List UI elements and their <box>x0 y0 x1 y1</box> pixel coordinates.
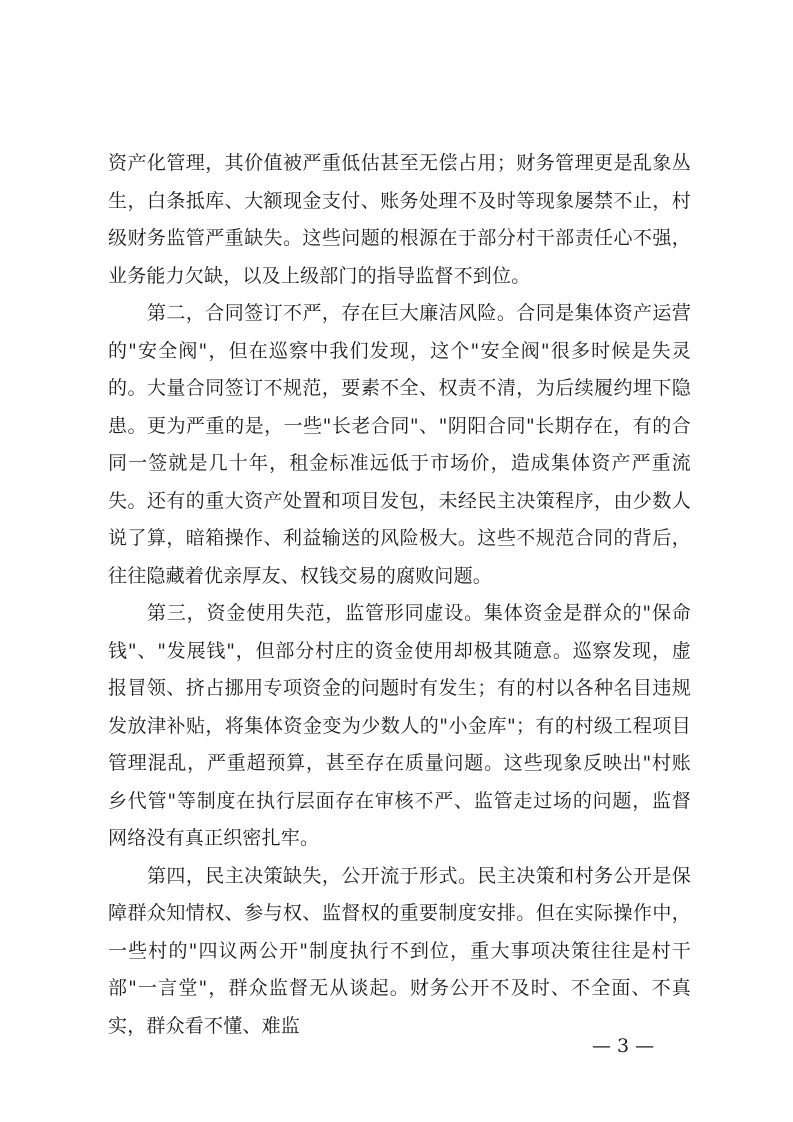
paragraph-democratic-decision: 第四，民主决策缺失，公开流于形式。民主决策和村务公开是保障群众知情权、参与权、监督权的重要制度安排。但在实际操作中，一些村的"四议两公开"制度执行不到位，重大事项决策往往是村干部"一言堂"，群众监督无从谈起。财务公开不及时、不全面、不真实，群众看不懂、难监 <box>108 864 691 1037</box>
paragraph-contract-risk: 第二，合同签订不严，存在巨大廉洁风险。合同是集体资产运营的"安全阀"，但在巡察中我们发现，这个"安全阀"很多时候是失灵的。大量合同签订不规范，要素不全、权责不清，为后续履约埋下隐患。更为严重的是，一些"长老合同"、"阴阳合同"长期存在，有的合同一签就是几十年，租金标准远低于市场价，造成集体资产严重流失。还有的重大资产处置和项目发包，未经民主决策程序，由少数人说了算，暗箱操作、利益输送的风险极大。这些不规范合同的背后，往往隐藏着优亲厚友、权钱交易的腐败问题。 <box>108 302 691 587</box>
paragraph-fund-usage: 第三，资金使用失范，监管形同虚设。集体资金是群众的"保命钱"、"发展钱"，但部分村庄的资金使用却极其随意。巡察发现，虚报冒领、挤占挪用专项资金的问题时有发生；有的村以各种名目违规发放津补贴，将集体资金变为少数人的"小金库"；有的村级工程项目管理混乱，严重超预算，甚至存在质量问题。这些现象反映出"村账乡代管"等制度在执行层面存在审核不严、监管走过场的问题，监督网络没有真正织密扎牢。 <box>108 602 691 849</box>
page-number: — 3 — <box>592 1035 655 1057</box>
document-body <box>108 145 691 1045</box>
paragraph-continuation: 资产化管理，其价值被严重低估甚至无偿占用；财务管理更是乱象丛生，白条抵库、大额现金支付、账务处理不及时等现象屡禁不止，村级财务监管严重缺失。这些问题的根源在于部分村干部责任心不强，业务能力欠缺，以及上级部门的指导监督不到位。 <box>108 152 691 287</box>
